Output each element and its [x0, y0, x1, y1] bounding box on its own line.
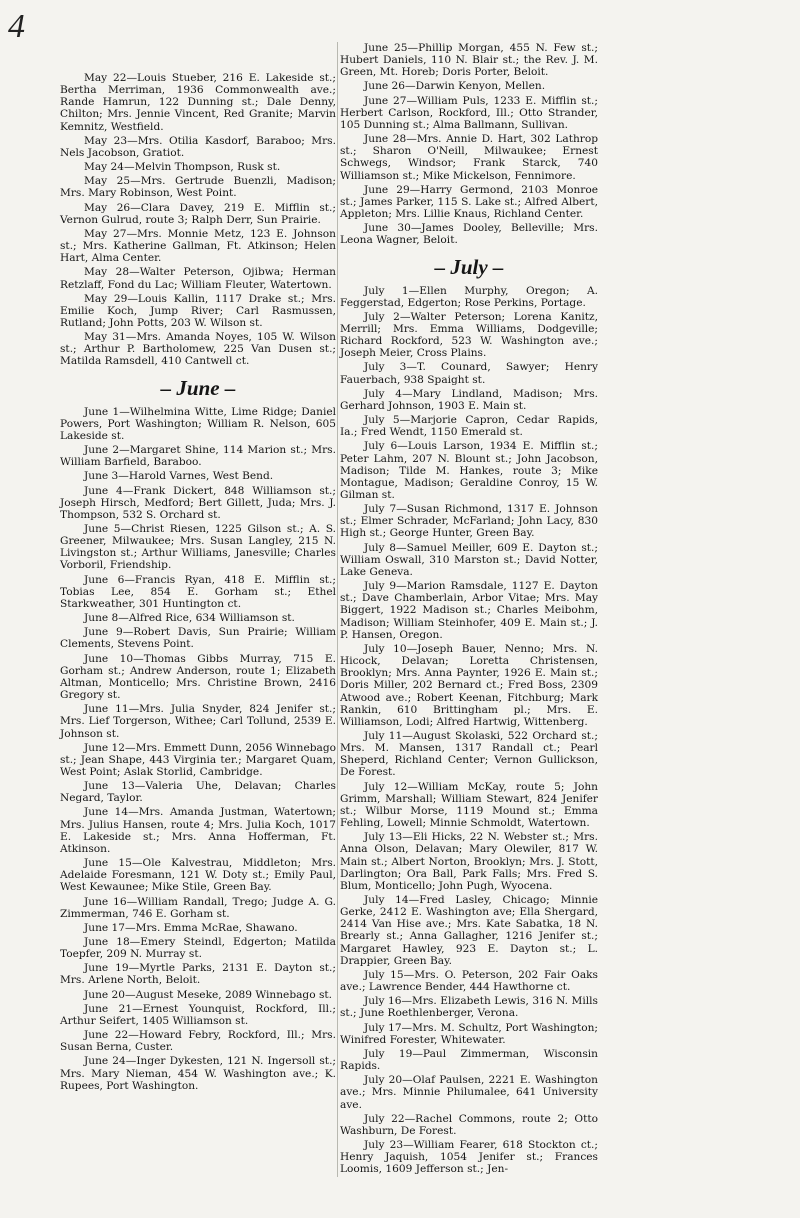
birthday-entry: June 11—Mrs. Julia Snyder, 824 Jenifer st.; Mrs. Lief Torgerson, Withee; Carl Tollund, 2539 E. Johnson st. — [60, 703, 336, 740]
birthday-entry: July 12—William McKay, route 5; John Grimm, Marshall; William Stewart, 824 Jenifer st.; Wilbur Morse, 1119 Mound st.; Emma Fehling, Lowell; Minnie Schmoldt, Watertown. — [340, 780, 598, 830]
birthday-entry: July 11—August Skolaski, 522 Orchard st.; Mrs. M. Mansen, 1317 Randall ct.; Pearl Sheperd, Richland Center; Vernon Gullickson, De Forest. — [340, 729, 598, 779]
birthday-entry: July 19—Paul Zimmerman, Wisconsin Rapids. — [340, 1047, 598, 1073]
birthday-entry: June 19—Myrtle Parks, 2131 E. Dayton st.; Mrs. Arlene North, Beloit. — [60, 962, 336, 987]
birthday-entry: June 5—Christ Riesen, 1225 Gilson st.; A. S. Greener, Milwaukee; Mrs. Susan Langley, 215 N. Livingston st.; Arthur Williams, Janesville; Charles Vorboril, Friendship. — [60, 523, 336, 572]
left-column — [60, 72, 336, 1094]
birthday-entry: July 8—Samuel Meiller, 609 E. Dayton st.; William Oswall, 310 Marston st.; David Notter, Lake Geneva. — [340, 541, 598, 578]
birthday-entry: May 24—Melvin Thompson, Rusk st. — [84, 161, 281, 174]
birthday-entry: June 24—Inger Dykesten, 121 N. Ingersoll st.; Mrs. Mary Nieman, 454 W. Washington ave.; K. Rupees, Port Washington. — [60, 1055, 336, 1092]
birthday-entry: June 26—Darwin Kenyon, Mellen. — [364, 80, 546, 93]
right-column — [340, 42, 598, 1177]
birthday-entry: July 13—Eli Hicks, 22 N. Webster st.; Mrs. Anna Olson, Delavan; Mary Olewiler, 817 W. Main st.; Albert Norton, Brooklyn; Mrs. J. Stott, Darlington; Ora Ball, Park Falls; Mrs. Fred S. Blum, Monticello; John Pugh, Wyocena. — [340, 831, 598, 892]
july-entries — [340, 285, 598, 1176]
birthday-entry: July 16—Mrs. Elizabeth Lewis, 316 N. Mills st.; June Roethlenberger, Verona. — [340, 995, 598, 1020]
june-heading: – June – — [160, 375, 236, 400]
birthday-entry: July 23—William Fearer, 618 Stockton ct.; Henry Jaquish, 1054 Jenifer st.; Frances Loomis, 1609 Jefferson st.; Jen- — [340, 1138, 598, 1176]
june-entries-left — [60, 406, 336, 1092]
birthday-entry: June 2—Margaret Shine, 114 Marion st.; Mrs. William Barfield, Baraboo. — [60, 444, 336, 469]
birthday-entry: July 20—Olaf Paulsen, 2221 E. Washington ave.; Mrs. Minnie Philumalee, 641 University ave. — [340, 1074, 598, 1111]
birthday-entry: June 6—Francis Ryan, 418 E. Mifflin st.; Tobias Lee, 854 E. Gorham st.; Ethel Starkweather, 301 Huntington ct. — [60, 573, 336, 610]
birthday-entry: July 10—Joseph Bauer, Nenno; Mrs. N. Hicock, Delavan; Loretta Christensen, Brooklyn; Mrs. Anna Paynter, 1926 E. Main st.; Doris Miller, 202 Bernard ct.; Fred Boss, 2309 Atwood ave.; Robert Keenan, Fitchburg; Mark Rankin, 610 Brittingham pl.; Mrs. E. Williamson, Lodi; Alfred Hartwig, Wittenberg. — [340, 642, 598, 728]
birthday-entry: June 28—Mrs. Annie D. Hart, 302 Lathrop st.; Sharon O'Neill, Milwaukee; Ernest Schwegs, Windsor; Frank Starck, 740 Williamson st.; Mike Mickelson, Fennimore. — [340, 133, 598, 182]
birthday-entry: June 13—Valeria Uhe, Delavan; Charles Negard, Taylor. — [60, 780, 336, 805]
birthday-entry: May 22—Louis Stueber, 216 E. Lakeside st.; Bertha Merriman, 1936 Commonwealth ave.; Rande Hamrun, 122 Dunning st.; Dale Denny, Chilton; Mrs. Jennie Vincent, Red Granite; Marvin Kemnitz, Westfield. — [60, 72, 336, 133]
birthday-entry: June 22—Howard Febry, Rockford, Ill.; Mrs. Susan Berna, Custer. — [60, 1029, 336, 1054]
birthday-entry: May 23—Mrs. Otilia Kasdorf, Baraboo; Mrs. Nels Jacobson, Gratiot. — [60, 134, 336, 159]
birthday-entry: June 25—Phillip Morgan, 455 N. Few st.; Hubert Daniels, 110 N. Blair st.; the Rev. J. M. Green, Mt. Horeb; Doris Porter, Beloit. — [340, 42, 598, 79]
birthday-entry: July 6—Louis Larson, 1934 E. Mifflin st.; Peter Lahm, 207 N. Blount st.; John Jacobson, Madison; Tilde M. Hankes, route 3; Mike Montague, Madison; Geraldine Conroy, 15 W. Gilman st. — [340, 440, 598, 501]
birthday-entry: June 15—Ole Kalvestrau, Middleton; Mrs. Adelaide Foresmann, 121 W. Doty st.; Emily Paul, West Kewaunee; Mike Stile, Green Bay. — [60, 857, 336, 894]
birthday-entry: June 4—Frank Dickert, 848 Williamson st.; Joseph Hirsch, Medford; Bert Gillett, Juda; Mrs. J. Thompson, 532 S. Orchard st. — [60, 484, 336, 521]
birthday-entry: May 27—Mrs. Monnie Metz, 123 E. Johnson st.; Mrs. Katherine Gallman, Ft. Atkinson; Helen Hart, Alma Center. — [60, 227, 336, 265]
birthday-entry: July 9—Marion Ramsdale, 1127 E. Dayton st.; Dave Chamberlain, Arbor Vitae; Mrs. May Biggert, 1922 Madison st.; Charles Meibohm, Madison; William Steinhofer, 409 E. Main st.; J. P. Hansen, Oregon. — [340, 580, 598, 641]
birthday-entry: May 25—Mrs. Gertrude Buenzli, Madison; Mrs. Mary Robinson, West Point. — [60, 175, 336, 200]
birthday-entry: June 10—Thomas Gibbs Murray, 715 E. Gorham st.; Andrew Anderson, route 1; Elizabeth Altman, Monticello; Mrs. Christine Brown, 2416 Gregory st. — [60, 652, 336, 702]
birthday-entry: June 21—Ernest Younquist, Rockford, Ill.; Arthur Seifert, 1405 Williamson st. — [60, 1002, 336, 1027]
birthday-entry: July 5—Marjorie Capron, Cedar Rapids, Ia.; Fred Wendt, 1150 Emerald st. — [340, 414, 598, 439]
birthday-entry: July 15—Mrs. O. Peterson, 202 Fair Oaks ave.; Lawrence Bender, 444 Hawthorne ct. — [340, 968, 598, 994]
page-number: 4 — [8, 8, 25, 45]
birthday-entry: June 9—Robert Davis, Sun Prairie; William Clements, Stevens Point. — [60, 626, 336, 651]
birthday-entry: June 3—Harold Varnes, West Bend. — [84, 470, 274, 483]
birthday-entry: July 7—Susan Richmond, 1317 E. Johnson st.; Elmer Schrader, McFarland; John Lacy, 830 High st.; George Hunter, Green Bay. — [340, 503, 598, 540]
birthday-entry: July 1—Ellen Murphy, Oregon; A. Feggerstad, Edgerton; Rose Perkins, Portage. — [340, 284, 598, 309]
may-entries — [60, 72, 336, 368]
birthday-entry: July 4—Mary Lindland, Madison; Mrs. Gerhard Johnson, 1903 E. Main st. — [340, 387, 598, 412]
birthday-entry: June 29—Harry Germond, 2103 Monroe st.; James Parker, 115 S. Lake st.; Alfred Albert, Appleton; Mrs. Lillie Knaus, Richland Center. — [340, 183, 598, 221]
birthday-entry: May 26—Clara Davey, 219 E. Mifflin st.; Vernon Gulrud, route 3; Ralph Derr, Sun Prairie. — [60, 201, 336, 226]
july-heading: – July – — [434, 254, 504, 279]
birthday-entry: May 29—Louis Kallin, 1117 Drake st.; Mrs. Emilie Koch, Jump River; Carl Rasmussen, Rutland; John Potts, 203 W. Wilson st. — [60, 292, 336, 329]
birthday-entry: June 17—Mrs. Emma McRae, Shawano. — [84, 921, 298, 934]
birthday-entry: June 12—Mrs. Emmett Dunn, 2056 Winnebago st.; Jean Shape, 443 Virginia ter.; Margaret Quam, West Point; Aslak Storlid, Cambridge. — [60, 741, 336, 778]
column-divider — [337, 42, 338, 1177]
june-entries-right — [340, 42, 598, 247]
birthday-entry: July 2—Walter Peterson; Lorena Kanitz, Merrill; Mrs. Emma Williams, Dodgeville; Richard Rockford, 523 W. Washington ave.; Joseph Meier, Cross Plains. — [340, 310, 598, 360]
birthday-entry: May 28—Walter Peterson, Ojibwa; Herman Retzlaff, Fond du Lac; William Fleuter, Watertown. — [60, 266, 336, 291]
birthday-entry: June 20—August Meseke, 2089 Winnebago st. — [84, 988, 333, 1001]
birthday-entry: June 30—James Dooley, Belleville; Mrs. Leona Wagner, Beloit. — [340, 222, 598, 247]
birthday-entry: June 18—Emery Steindl, Edgerton; Matilda Toepfer, 209 N. Murray st. — [60, 936, 336, 961]
birthday-entry: June 27—William Puls, 1233 E. Mifflin st.; Herbert Carlson, Rockford, Ill.; Otto Strander, 105 Dunning st.; Alma Ballmann, Sullivan. — [340, 94, 598, 131]
birthday-entry: June 8—Alfred Rice, 634 Williamson st. — [84, 612, 295, 625]
birthday-entry: May 31—Mrs. Amanda Noyes, 105 W. Wilson st.; Arthur P. Bartholomew, 225 Van Dusen st.; Matilda Ramsdell, 410 Cantwell ct. — [60, 331, 336, 368]
birthday-entry: June 16—William Randall, Trego; Judge A. G. Zimmerman, 746 E. Gorham st. — [60, 895, 336, 920]
birthday-entry: June 1—Wilhelmina Witte, Lime Ridge; Daniel Powers, Port Washington; William R. Nelson, 605 Lakeside st. — [60, 405, 336, 442]
birthday-entry: July 17—Mrs. M. Schultz, Port Washington; Winifred Forester, Whitewater. — [340, 1021, 598, 1046]
birthday-entry: July 3—T. Counard, Sawyer; Henry Fauerbach, 938 Spaight st. — [340, 361, 598, 386]
birthday-entry: July 22—Rachel Commons, route 2; Otto Washburn, De Forest. — [340, 1112, 598, 1137]
birthday-entry: July 14—Fred Lasley, Chicago; Minnie Gerke, 2412 E. Washington ave; Ella Shergard, 2414 Van Hise ave.; Mrs. Kate Sabatka, 18 N. Brearly st.; Anna Gallagher, 1216 Jenifer st.; Margaret Hawley, 923 E. Dayton st.; L. Drappier, Green Bay. — [340, 894, 598, 967]
birthday-entry: June 14—Mrs. Amanda Justman, Watertown; Mrs. Julius Hansen, route 4; Mrs. Julia Koch, 1017 E. Lakeside st.; Mrs. Anna Hofferman, Ft. Atkinson. — [60, 806, 336, 855]
